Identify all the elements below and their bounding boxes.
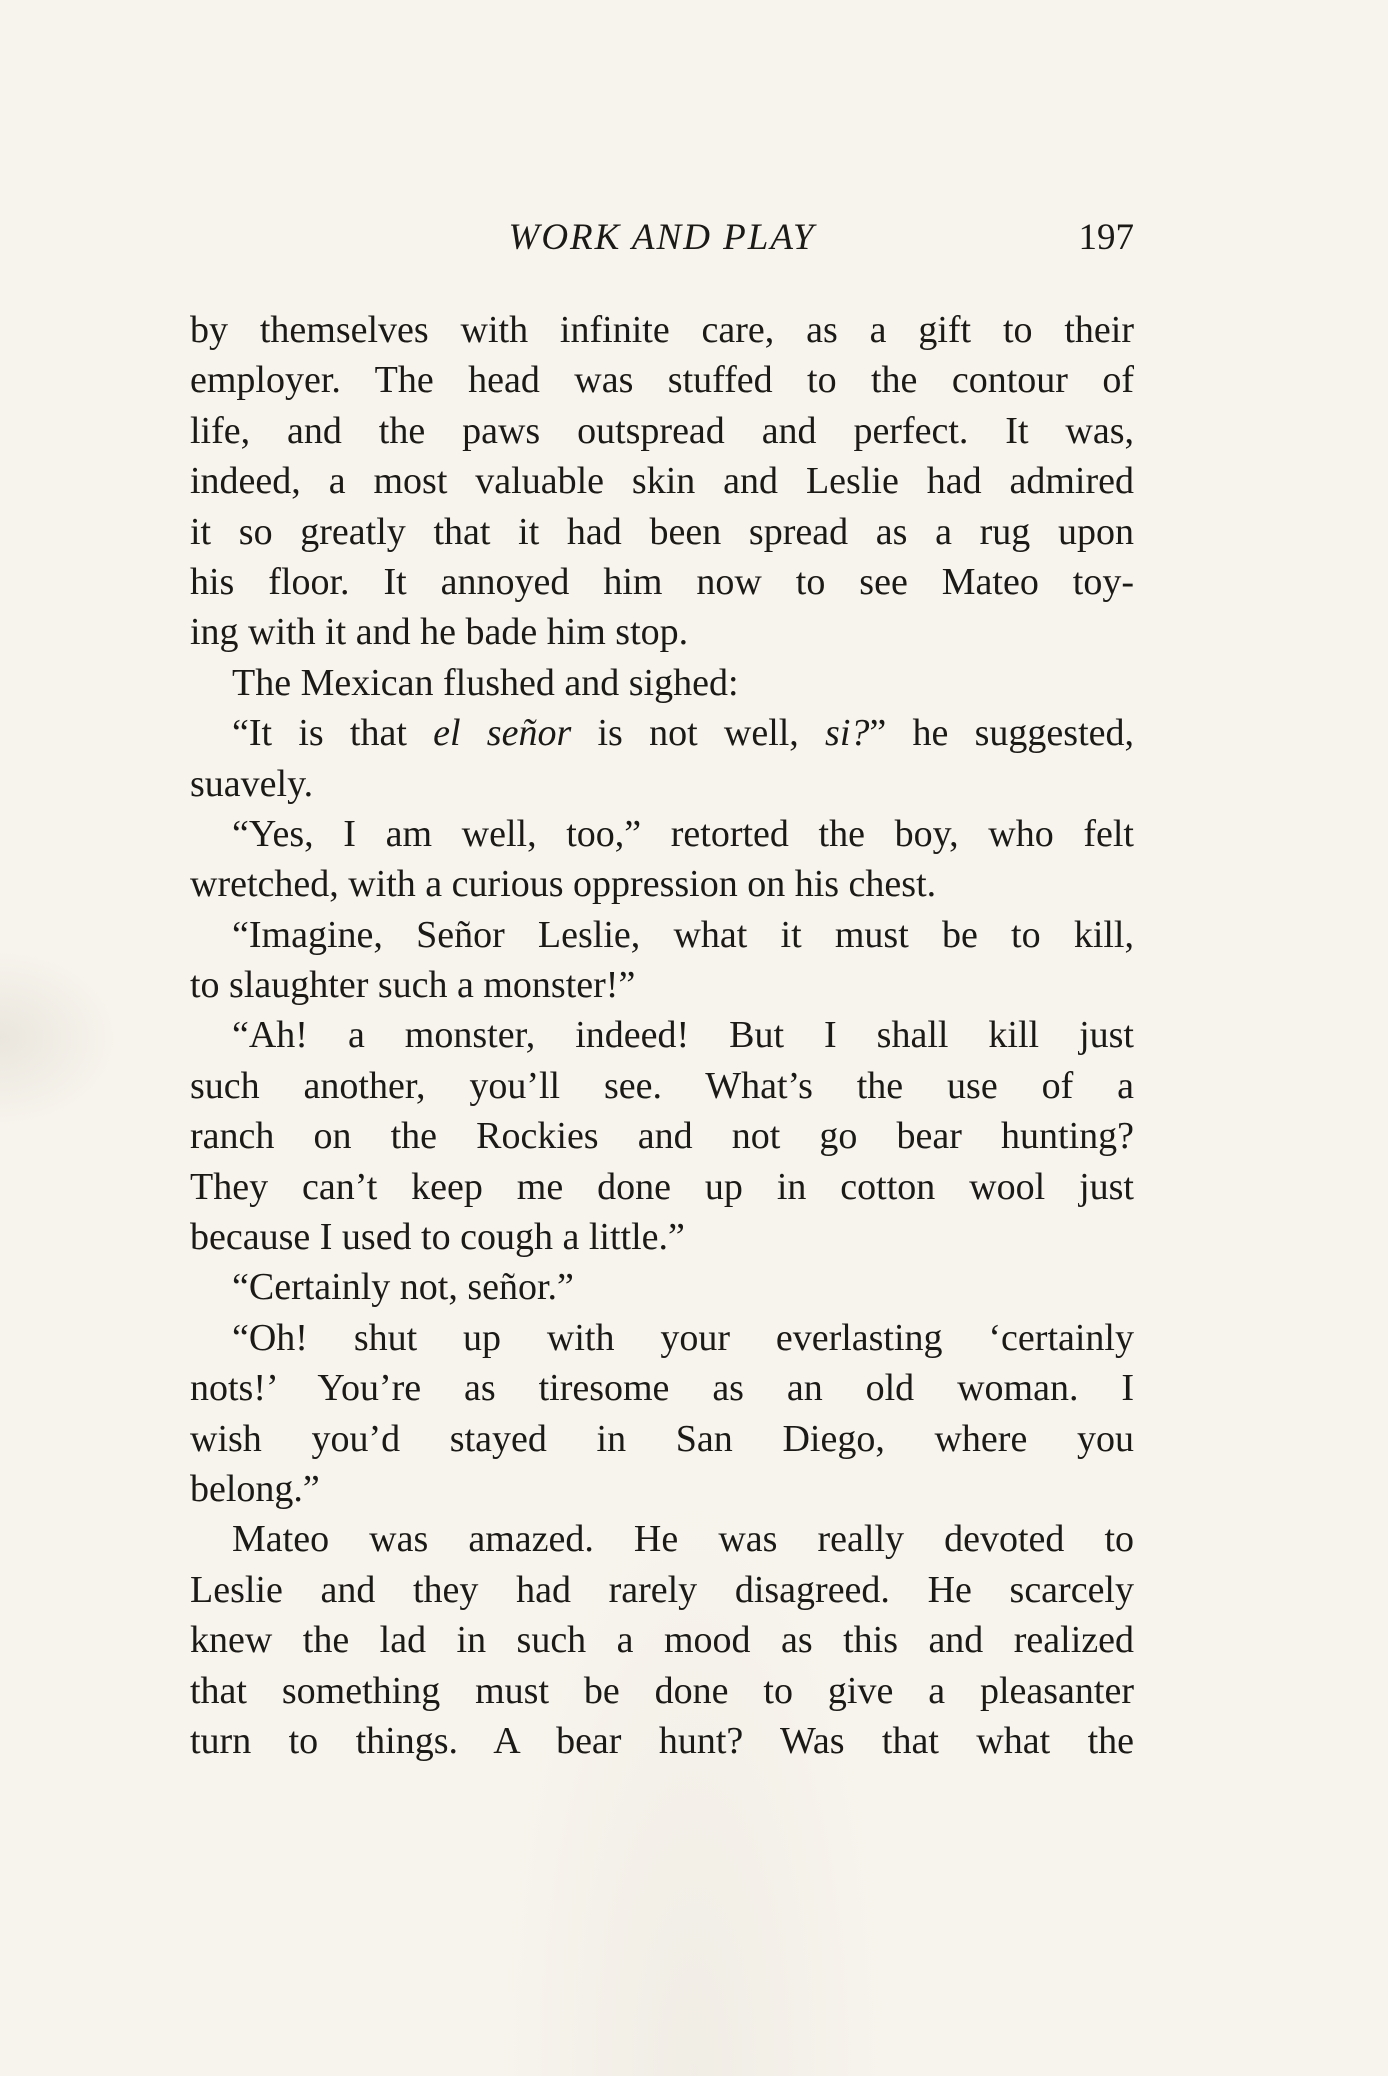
text-line: employer. The head was stuffed to the contour of (190, 359, 1134, 402)
text-line: The Mexican flushed and sighed: (232, 661, 739, 704)
italic-phrase: el señor (433, 712, 572, 755)
text-line: wretched, with a curious oppression on his chest. (190, 863, 937, 906)
text-line: suavely. (190, 762, 314, 805)
line-segment: “It is that (232, 712, 434, 755)
text-line: ranch on the Rockies and not go bear hunting? (190, 1115, 1134, 1158)
text-line: ing with it and he bade him stop. (190, 611, 689, 654)
text-line-with-italics (190, 708, 1134, 758)
text-line: to slaughter such a monster!” (190, 964, 636, 1007)
text-line: indeed, a most valuable skin and Leslie had admired (190, 460, 1134, 503)
text-line: turn to things. A bear hunt? Was that what the (190, 1719, 1134, 1762)
text-line: “Certainly not, señor.” (232, 1266, 574, 1309)
text-line: life, and the paws outspread and perfect. It was, (190, 409, 1134, 452)
text-line: “Imagine, Señor Leslie, what it must be to kill, (232, 913, 1134, 956)
page-number: 197 (1078, 217, 1134, 258)
text-line: nots!’ You’re as tiresome as an old woman. I (190, 1367, 1134, 1410)
text-line: because I used to cough a little.” (190, 1216, 685, 1259)
text-line: by themselves with infinite care, as a gift to their (190, 309, 1134, 351)
text-line: such another, you’ll see. What’s the use of a (190, 1064, 1134, 1107)
line-segment: ” he suggested, (869, 712, 1134, 755)
italic-phrase: si? (825, 712, 870, 755)
text-line: that something must be done to give a pleasanter (190, 1669, 1134, 1712)
text-line: his floor. It annoyed him now to see Mateo toy- (190, 560, 1134, 603)
body-text (190, 305, 1134, 1766)
running-head (190, 214, 1134, 262)
text-line: Leslie and they had rarely disagreed. He scarcely (190, 1568, 1134, 1611)
text-line: They can’t keep me done up in cotton wool just (190, 1165, 1134, 1208)
text-line: Mateo was amazed. He was really devoted to (232, 1518, 1134, 1561)
text-line: knew the lad in such a mood as this and realized (190, 1619, 1134, 1662)
text-line: “Yes, I am well, too,” retorted the boy, who felt (232, 812, 1134, 855)
text-line: it so greatly that it had been spread as a rug upon (190, 510, 1134, 553)
text-line: “Oh! shut up with your everlasting ‘certainly (232, 1316, 1134, 1359)
line-segment: is not well, (571, 712, 826, 755)
running-title: WORK AND PLAY (508, 217, 816, 258)
text-line: wish you’d stayed in San Diego, where you (190, 1417, 1134, 1460)
text-line: “Ah! a monster, indeed! But I shall kill just (232, 1014, 1134, 1057)
text-line: belong.” (190, 1467, 320, 1510)
